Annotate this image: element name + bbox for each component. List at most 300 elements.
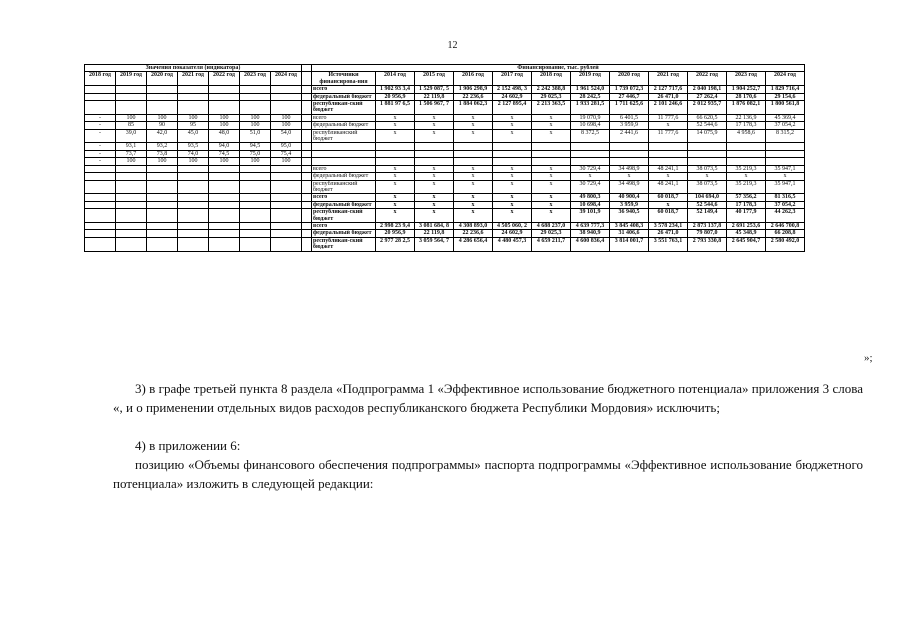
finance-value-cell: 52 149,4 [688, 209, 727, 223]
table-row [85, 86, 805, 93]
finance-value-cell: 26 471,0 [649, 93, 688, 100]
finance-value-cell: 1 876 082,1 [727, 101, 766, 115]
indicator-cell: 75,4 [271, 150, 302, 157]
indicator-cell [178, 222, 209, 229]
indicator-cell: 74,0 [178, 150, 209, 157]
finance-value-cell: 2 127 895,4 [493, 101, 532, 115]
spacer-cell [302, 72, 312, 86]
finance-year-header: 2022 год [688, 72, 727, 86]
indicator-cell [85, 93, 116, 100]
indicator-cell [178, 237, 209, 251]
finance-value-cell [415, 143, 454, 150]
finance-year-header: 2016 год [454, 72, 493, 86]
source-cell [312, 158, 376, 165]
finance-value-cell: 4 659 211,7 [532, 237, 571, 251]
finance-value-cell [532, 158, 571, 165]
indicator-cell [240, 173, 271, 180]
finance-value-cell: 36 940,5 [610, 209, 649, 223]
table-row [85, 129, 805, 143]
finance-year-header: 2017 год [493, 72, 532, 86]
indicator-cell [240, 101, 271, 115]
finance-value-cell: 66 620,5 [688, 114, 727, 121]
finance-value-cell: 11 777,6 [649, 129, 688, 143]
spacer-cell [302, 230, 312, 237]
indicator-cell: 100 [116, 158, 147, 165]
finance-value-cell: x [454, 165, 493, 172]
finance-value-cell: 60 018,7 [649, 209, 688, 223]
finance-value-cell: x [649, 122, 688, 129]
finance-value-cell: x [415, 173, 454, 180]
finance-value-cell: 17 178,3 [727, 201, 766, 208]
indicator-cell [147, 86, 178, 93]
finance-value-cell: 2 127 717,6 [649, 86, 688, 93]
finance-value-cell: 30 729,4 [571, 165, 610, 172]
indicator-cell [85, 180, 116, 194]
finance-value-cell: 49 800,3 [571, 194, 610, 201]
finance-value-cell: 30 729,4 [571, 180, 610, 194]
finance-value-cell: x [454, 194, 493, 201]
finance-indicator-table [84, 64, 805, 252]
indicator-cell [116, 237, 147, 251]
spacer-cell [302, 129, 312, 143]
indicator-cell [116, 222, 147, 229]
spacer-cell [302, 173, 312, 180]
indicator-cell [240, 93, 271, 100]
indicator-cell [116, 173, 147, 180]
source-cell: всего [312, 194, 376, 201]
indicator-cell [85, 237, 116, 251]
indicator-cell: 93,1 [116, 143, 147, 150]
indicator-cell: 100 [271, 158, 302, 165]
finance-value-cell: 2 645 904,7 [727, 237, 766, 251]
finance-value-cell: x [415, 122, 454, 129]
finance-value-cell: x [376, 180, 415, 194]
finance-value-cell: x [415, 201, 454, 208]
indicator-cell: 48,0 [209, 129, 240, 143]
paragraph-3-text: 3) в графе третьей пункта 8 раздела «Подпрограмма 1 «Эффективное использование бюджетного потенциала» приложения 3 слова «, и о применении отдельных видов расходов республиканского бюджета Республики Мордовия» исключить; [113, 381, 863, 415]
indicator-cell [147, 194, 178, 201]
source-cell: всего [312, 165, 376, 172]
table-body [85, 86, 805, 251]
finance-value-cell: 4 286 656,4 [454, 237, 493, 251]
finance-value-cell: x [532, 209, 571, 223]
indicator-cell: 100 [209, 158, 240, 165]
finance-value-cell: x [532, 173, 571, 180]
indicator-cell: - [85, 158, 116, 165]
finance-value-cell: 3 845 408,3 [610, 222, 649, 229]
finance-value-cell: x [454, 180, 493, 194]
source-cell: республиканский бюджет [312, 180, 376, 194]
finance-value-cell: 2 793 330,8 [688, 237, 727, 251]
indicator-cell: 90 [147, 122, 178, 129]
source-cell [312, 150, 376, 157]
finance-value-cell [493, 158, 532, 165]
finance-value-cell: x [376, 201, 415, 208]
finance-value-cell: 29 025,3 [532, 230, 571, 237]
finance-value-cell [688, 143, 727, 150]
indicator-cell [85, 230, 116, 237]
indicator-cell: 100 [147, 158, 178, 165]
indicator-cell: 93,2 [147, 143, 178, 150]
indicator-cell [209, 194, 240, 201]
finance-value-cell [493, 143, 532, 150]
indicator-cell: 54,0 [271, 129, 302, 143]
indicator-cell [116, 101, 147, 115]
table-row [85, 143, 805, 150]
source-cell: федеральный бюджет [312, 173, 376, 180]
indicator-cell [240, 165, 271, 172]
finance-year-header: 2019 год [571, 72, 610, 86]
finance-value-cell: 2 012 935,7 [688, 101, 727, 115]
finance-value-cell: 38 073,5 [688, 165, 727, 172]
finance-value-cell: 22 119,8 [415, 93, 454, 100]
finance-value-cell: 37 054,2 [766, 122, 805, 129]
finance-value-cell: 2 580 492,0 [766, 237, 805, 251]
indicator-cell [178, 201, 209, 208]
spacer-cell [302, 201, 312, 208]
finance-value-cell: 2 152 498, 3 [493, 86, 532, 93]
spacer-cell [302, 101, 312, 115]
table-row [85, 101, 805, 115]
indicator-cell [178, 101, 209, 115]
finance-value-cell: x [688, 173, 727, 180]
finance-value-cell [493, 150, 532, 157]
indicator-cell [271, 180, 302, 194]
finance-value-cell: x [610, 173, 649, 180]
indicator-cell [271, 201, 302, 208]
page-number: 12 [447, 40, 458, 51]
finance-value-cell [688, 158, 727, 165]
finance-value-cell: x [532, 201, 571, 208]
source-cell: республикан-ский бюджет [312, 237, 376, 251]
finance-value-cell: 29 154,6 [766, 93, 805, 100]
indicator-cell [178, 180, 209, 194]
finance-value-cell: 2 101 246,6 [649, 101, 688, 115]
spacer-cell [302, 122, 312, 129]
finance-value-cell: 3 059 564, 7 [415, 237, 454, 251]
finance-value-cell: 60 018,7 [649, 194, 688, 201]
finance-value-cell: 17 178,3 [727, 122, 766, 129]
finance-value-cell: 45 369,4 [766, 114, 805, 121]
finance-value-cell [532, 150, 571, 157]
indicator-cell [85, 165, 116, 172]
finance-value-cell: 35 947,1 [766, 180, 805, 194]
spacer-cell [302, 180, 312, 194]
table-row [85, 237, 805, 251]
finance-value-cell: 35 219,3 [727, 180, 766, 194]
indicator-cell [116, 230, 147, 237]
indicator-cell [240, 86, 271, 93]
finance-value-cell: 1 506 967, 7 [415, 101, 454, 115]
table-year-header-row [85, 72, 805, 86]
indicator-cell [116, 165, 147, 172]
indicator-cell [116, 194, 147, 201]
source-cell: всего [312, 86, 376, 93]
finance-value-cell: 10 698,4 [571, 201, 610, 208]
finance-value-cell: 1 711 625,6 [610, 101, 649, 115]
indicator-cell [147, 201, 178, 208]
indicator-cell [209, 173, 240, 180]
indicator-cell [209, 222, 240, 229]
finance-value-cell: x [571, 173, 610, 180]
finance-value-cell: 14 075,9 [688, 129, 727, 143]
source-cell: федеральный бюджет [312, 93, 376, 100]
finance-value-cell [766, 158, 805, 165]
finance-value-cell: 38 073,5 [688, 180, 727, 194]
finance-value-cell: 19 070,9 [571, 114, 610, 121]
indicator-year-header: 2019 год [116, 72, 147, 86]
finance-value-cell [454, 158, 493, 165]
finance-value-cell: 66 208,8 [766, 230, 805, 237]
indicator-cell: - [85, 122, 116, 129]
indicator-cell [271, 165, 302, 172]
finance-value-cell: x [454, 129, 493, 143]
finance-value-cell: x [376, 209, 415, 223]
indicator-cell: - [85, 114, 116, 121]
indicator-cell [209, 86, 240, 93]
source-cell: республикан-ский бюджет [312, 209, 376, 223]
indicator-cell: 75,0 [240, 150, 271, 157]
spacer-cell [302, 65, 312, 72]
finance-value-cell: x [493, 194, 532, 201]
indicator-cell [147, 230, 178, 237]
paragraph-4 [113, 436, 863, 455]
finance-value-cell: x [532, 129, 571, 143]
indicator-cell: 51,0 [240, 129, 271, 143]
finance-value-cell: 3 959,9 [610, 122, 649, 129]
indicator-cell [240, 222, 271, 229]
indicator-cell: 95 [178, 122, 209, 129]
indicator-cell: 100 [178, 158, 209, 165]
spacer-cell [302, 150, 312, 157]
finance-value-cell: 3 959,9 [610, 201, 649, 208]
finance-value-cell: 81 316,5 [766, 194, 805, 201]
indicator-cell: - [85, 150, 116, 157]
finance-value-cell [454, 150, 493, 157]
indicator-cell [85, 173, 116, 180]
indicator-cell [178, 209, 209, 223]
finance-value-cell [571, 158, 610, 165]
indicator-year-header: 2022 год [209, 72, 240, 86]
finance-value-cell: 57 356,2 [727, 194, 766, 201]
finance-value-cell: 3 551 763,1 [649, 237, 688, 251]
finance-value-cell: 38 940,9 [571, 230, 610, 237]
finance-value-cell: 35 219,3 [727, 165, 766, 172]
finance-value-cell: 28 242,5 [571, 93, 610, 100]
table-row [85, 114, 805, 121]
finance-value-cell: 29 025,3 [532, 93, 571, 100]
finance-value-cell: x [376, 129, 415, 143]
indicator-cell [240, 237, 271, 251]
finance-value-cell: 27 262,4 [688, 93, 727, 100]
indicator-cell [271, 93, 302, 100]
finance-value-cell: 11 777,6 [649, 114, 688, 121]
indicator-cell [271, 222, 302, 229]
source-cell: республиканский бюджет [312, 129, 376, 143]
finance-value-cell: 1 906 298,9 [454, 86, 493, 93]
finance-value-cell: 4 688 237,0 [532, 222, 571, 229]
finance-value-cell: 1 829 716,4 [766, 86, 805, 93]
finance-value-cell: 48 241,1 [649, 165, 688, 172]
finance-value-cell: x [454, 173, 493, 180]
indicator-cell: 85 [116, 122, 147, 129]
indicator-cell: 74,5 [209, 150, 240, 157]
indicator-cell: 95,0 [271, 143, 302, 150]
finance-value-cell: 3 814 001,7 [610, 237, 649, 251]
finance-value-cell: 4 308 893,0 [454, 222, 493, 229]
finance-value-cell [649, 158, 688, 165]
indicator-cell: 100 [240, 158, 271, 165]
table-row [85, 201, 805, 208]
indicator-cell [147, 237, 178, 251]
finance-value-cell: 20 956,9 [376, 230, 415, 237]
finance-value-cell: x [532, 114, 571, 121]
finance-value-cell [376, 150, 415, 157]
finance-value-cell [727, 143, 766, 150]
finance-value-cell: 2 213 363,5 [532, 101, 571, 115]
table-row [85, 230, 805, 237]
indicator-cell: 42,0 [147, 129, 178, 143]
source-cell: всего [312, 114, 376, 121]
indicator-cell [271, 173, 302, 180]
finance-value-cell [610, 143, 649, 150]
finance-value-cell: x [376, 173, 415, 180]
indicator-cell [178, 230, 209, 237]
finance-value-cell: x [493, 114, 532, 121]
finance-value-cell: 1 904 252,7 [727, 86, 766, 93]
finance-value-cell: x [532, 165, 571, 172]
finance-value-cell [415, 150, 454, 157]
finance-year-header: 2021 год [649, 72, 688, 86]
finance-value-cell: x [415, 165, 454, 172]
indicator-cell [85, 86, 116, 93]
indicator-cell [209, 230, 240, 237]
indicator-cell [116, 209, 147, 223]
source-cell: федеральный бюджет [312, 230, 376, 237]
indicator-cell: 100 [240, 114, 271, 121]
finance-value-cell: 48 241,1 [649, 180, 688, 194]
finance-value-cell: 22 236,6 [454, 230, 493, 237]
table-row [85, 173, 805, 180]
indicator-cell [209, 201, 240, 208]
table-row [85, 93, 805, 100]
indicator-cell: 100 [209, 114, 240, 121]
spacer-cell [302, 209, 312, 223]
indicator-cell: 93,5 [178, 143, 209, 150]
source-cell: республикан-ский бюджет [312, 101, 376, 115]
indicator-cell [178, 173, 209, 180]
indicator-year-header: 2021 год [178, 72, 209, 86]
indicator-header: Значения показателя (индикатора) [85, 65, 302, 72]
spacer-cell [302, 237, 312, 251]
finance-year-header: 2020 год [610, 72, 649, 86]
finance-value-cell [415, 158, 454, 165]
indicator-year-header: 2024 год [271, 72, 302, 86]
table-row [85, 209, 805, 223]
indicator-cell [147, 93, 178, 100]
source-cell: всего [312, 222, 376, 229]
finance-value-cell [688, 150, 727, 157]
finance-value-cell: 22 136,9 [727, 114, 766, 121]
indicator-cell: 94,5 [240, 143, 271, 150]
indicator-cell [240, 209, 271, 223]
finance-value-cell: 1 800 561,8 [766, 101, 805, 115]
spacer-cell [302, 93, 312, 100]
finance-value-cell: 27 446,7 [610, 93, 649, 100]
indicator-cell [147, 165, 178, 172]
finance-value-cell: 2 040 198,1 [688, 86, 727, 93]
table-row [85, 222, 805, 229]
indicator-cell: - [85, 129, 116, 143]
paragraph-3 [113, 379, 863, 417]
finance-value-cell [571, 143, 610, 150]
finance-value-cell: 45 348,9 [727, 230, 766, 237]
finance-value-cell [766, 150, 805, 157]
finance-value-cell [610, 150, 649, 157]
finance-year-header: 2015 год [415, 72, 454, 86]
indicator-cell [147, 101, 178, 115]
indicator-cell: - [85, 143, 116, 150]
indicator-cell [271, 86, 302, 93]
finance-value-cell: x [454, 122, 493, 129]
indicator-cell: 100 [240, 122, 271, 129]
indicator-cell [209, 165, 240, 172]
finance-year-header: 2018 год [532, 72, 571, 86]
indicator-cell [271, 209, 302, 223]
source-cell: федеральный бюджет [312, 201, 376, 208]
indicator-cell: 100 [271, 114, 302, 121]
finance-value-cell: 3 578 234,1 [649, 222, 688, 229]
finance-value-cell: x [415, 194, 454, 201]
finance-value-cell: 52 544,6 [688, 122, 727, 129]
finance-value-cell: 1 884 062,3 [454, 101, 493, 115]
indicator-cell [147, 222, 178, 229]
indicator-cell [271, 194, 302, 201]
finance-value-cell: 26 471,0 [649, 230, 688, 237]
spacer-cell [302, 165, 312, 172]
finance-value-cell: 40 177,9 [727, 209, 766, 223]
finance-year-header: 2014 год [376, 72, 415, 86]
finance-value-cell: 1 961 524,0 [571, 86, 610, 93]
finance-value-cell: 34 498,9 [610, 180, 649, 194]
finance-value-cell: 24 602,9 [493, 230, 532, 237]
indicator-cell: 73,8 [147, 150, 178, 157]
indicator-cell: 100 [209, 122, 240, 129]
finance-value-cell: 8 315,2 [766, 129, 805, 143]
finance-value-cell: 4 480 457,3 [493, 237, 532, 251]
indicator-cell [85, 101, 116, 115]
finance-value-cell: x [454, 201, 493, 208]
indicator-cell [240, 180, 271, 194]
finance-value-cell: 4 505 060, 2 [493, 222, 532, 229]
finance-value-cell [766, 143, 805, 150]
finance-value-cell: 79 807,0 [688, 230, 727, 237]
indicator-cell: 45,0 [178, 129, 209, 143]
finance-value-cell: x [415, 209, 454, 223]
finance-value-cell: 34 498,9 [610, 165, 649, 172]
table-closing-quote: »; [864, 352, 873, 364]
finance-value-cell: x [493, 209, 532, 223]
finance-value-cell: x [532, 194, 571, 201]
indicator-cell [240, 194, 271, 201]
indicator-cell [178, 165, 209, 172]
finance-value-cell: 2 242 388,8 [532, 86, 571, 93]
finance-year-header: 2024 год [766, 72, 805, 86]
spacer-cell [302, 86, 312, 93]
finance-value-cell: 1 739 072,3 [610, 86, 649, 93]
indicator-cell [209, 101, 240, 115]
finance-value-cell: 104 694,0 [688, 194, 727, 201]
